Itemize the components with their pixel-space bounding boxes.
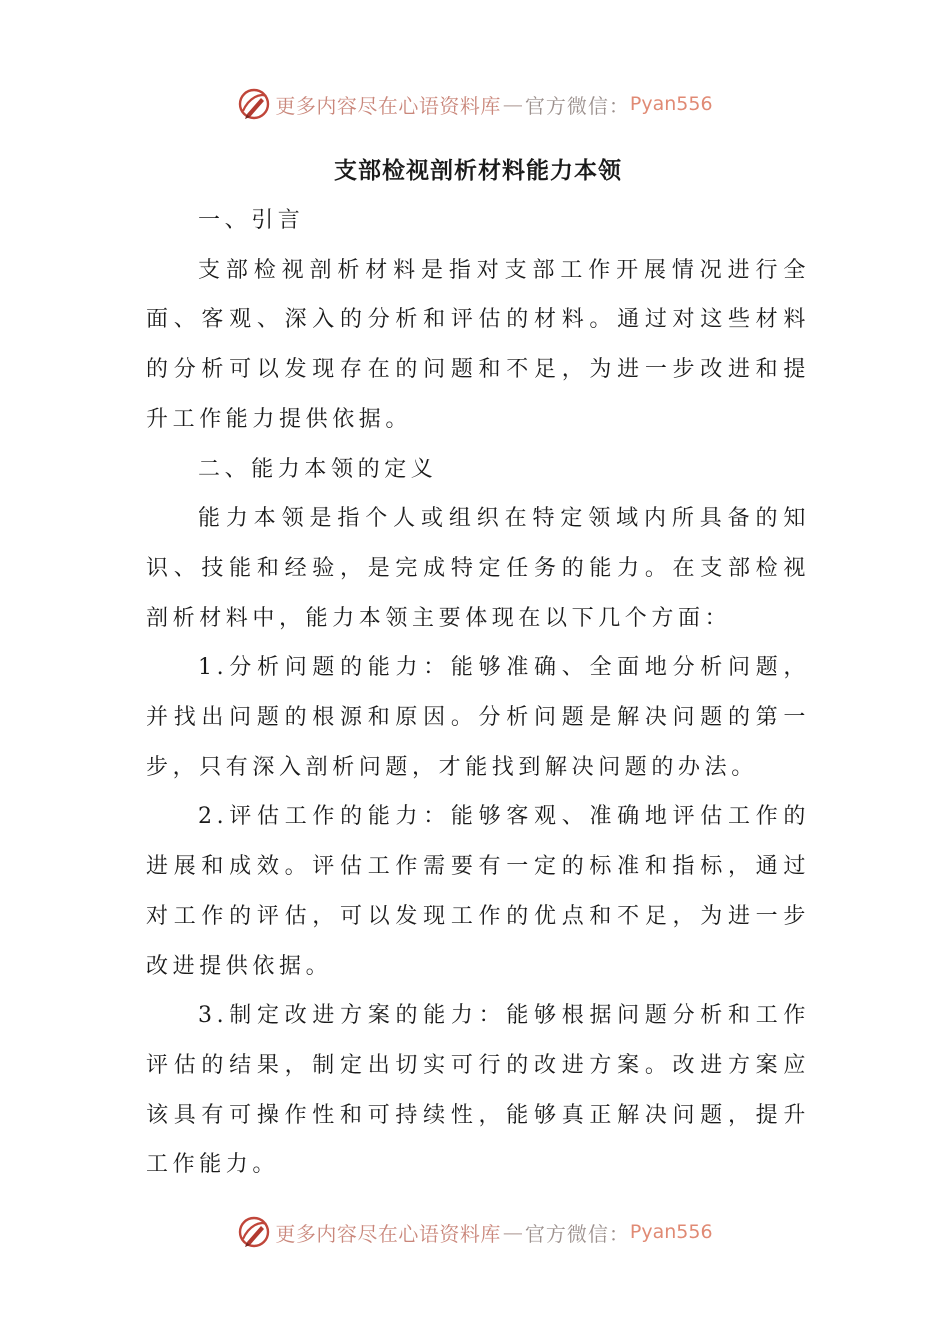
list-item-paragraph: 3.制定改进方案的能力：能够根据问题分析和工作评估的结果，制定出切实可行的改进方案。改进方案应该具有可操作性和可持续性，能够真正解决问题，提升工作能力。	[146, 1003, 810, 1178]
header-watermark-banner	[0, 84, 950, 124]
banner-wechat-id: Pyan556	[629, 93, 713, 115]
banner-wechat-label: 官方微信：	[524, 93, 630, 118]
paragraph: 支部检视剖析材料是指对支部工作开展情况进行全面、客观、深入的分析和评估的材料。通过对这些材料的分析可以发现存在的问题和不足，为进一步改进和提升工作能力提供依据。	[146, 257, 810, 432]
banner-text: 更多内容尽在心语资料库	[275, 93, 501, 118]
list-item-paragraph: 1.分析问题的能力：能够准确、全面地分析问题，并找出问题的根源和原因。分析问题是解决问题的第一步，只有深入剖析问题，才能找到解决问题的办法。	[146, 655, 810, 780]
document-title: 支部检视剖析材料能力本领	[334, 158, 622, 184]
list-item-paragraph: 2.评估工作的能力：能够客观、准确地评估工作的进展和成效。评估工作需要有一定的标准和指标，通过对工作的评估，可以发现工作的优点和不足，为进一步改进提供依据。	[146, 804, 810, 979]
pen-swirl-logo-icon	[237, 87, 271, 121]
banner-separator: —	[502, 1220, 523, 1244]
banner-text: 更多内容尽在心语资料库	[275, 1221, 501, 1246]
section-heading: 二、能力本领的定义	[198, 456, 438, 482]
banner-wechat-id: Pyan556	[629, 1221, 713, 1243]
banner-separator: —	[502, 92, 523, 116]
pen-swirl-logo-icon	[237, 1215, 271, 1249]
section-heading: 一、引言	[198, 208, 305, 233]
document-body	[146, 146, 810, 1190]
banner-wechat-label: 官方微信：	[524, 1221, 630, 1246]
footer-watermark-banner	[0, 1212, 950, 1252]
paragraph: 能力本领是指个人或组织在特定领域内所具备的知识、技能和经验，是完成特定任务的能力。在支部检视剖析材料中，能力本领主要体现在以下几个方面：	[146, 506, 810, 631]
